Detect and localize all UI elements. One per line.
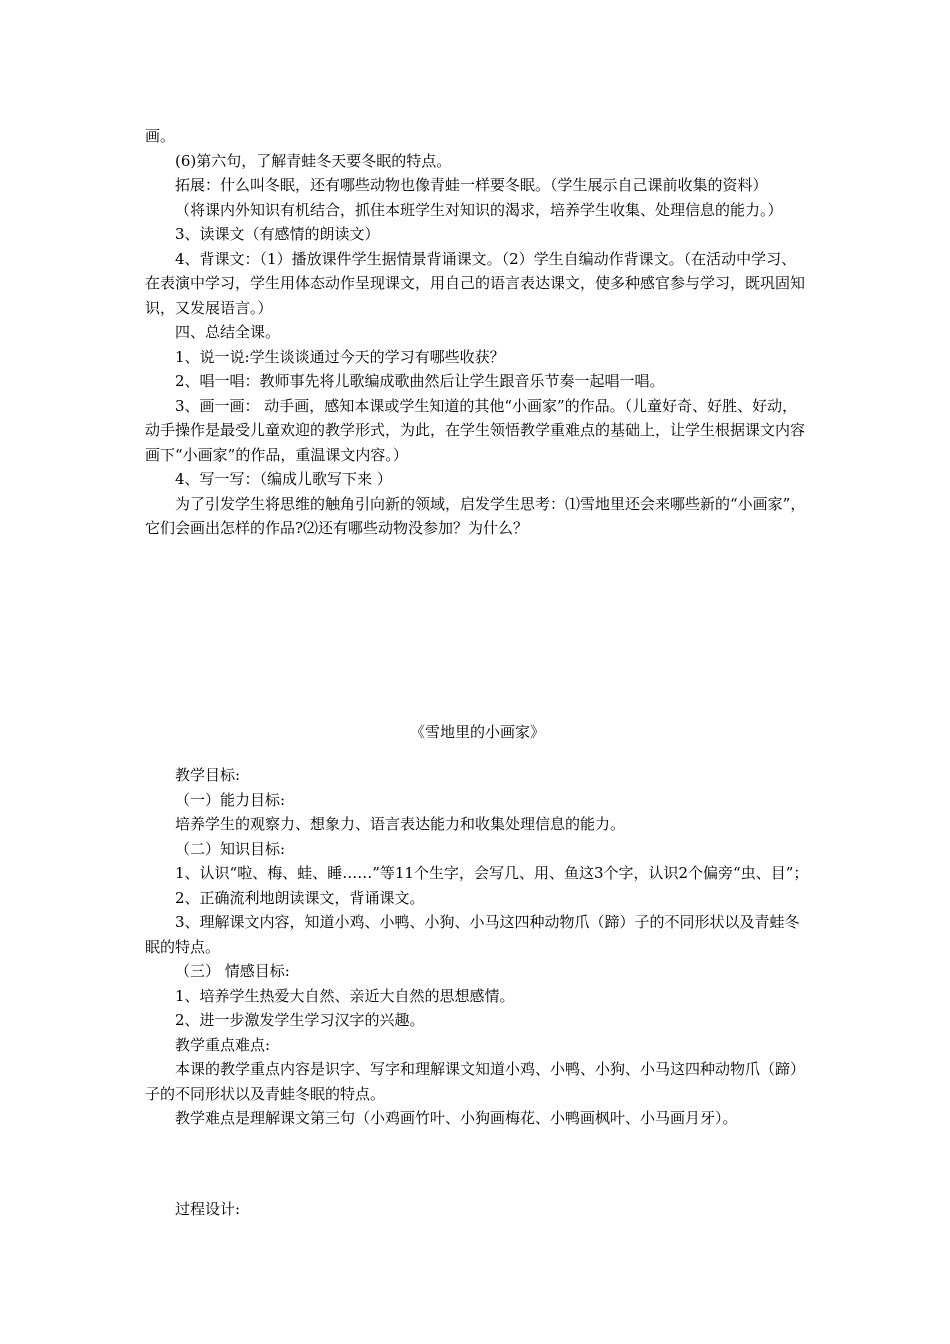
- lesson-title: 《雪地里的小画家》: [409, 723, 545, 741]
- paragraph: 1、培养学生热爱大自然、亲近大自然的思想感情。: [175, 986, 515, 1005]
- paragraph: 为了引发学生将思维的触角引向新的领域，启发学生思考：⑴雪地里还会来哪些新的“小画家”，它们会画出怎样的作品?⑵还有哪些动物没参加？为什么？: [145, 494, 806, 537]
- paragraph: 1、说一说:学生谈谈通过今天的学习有哪些收获？: [175, 347, 505, 366]
- paragraph: （将课内外知识有机结合，抓住本班学生对知识的渴求，培养学生收集、处理信息的能力。）: [175, 200, 783, 219]
- paragraph: (6)第六句，了解青蛙冬天要冬眠的特点。: [175, 151, 452, 170]
- process-design-heading: 过程设计:: [175, 1200, 241, 1218]
- paragraph: 画。: [145, 127, 176, 145]
- paragraph: 3、画一画： 动手画，感知本课或学生知道的其他“小画家”的作品。（儿童好奇、好胜、好动，动手操作是最受儿童欢迎的教学形式，为此，在学生领悟教学重难点的基础上，让学生根据课文内容画下“小画家”的作品，重温课文内容。）: [145, 396, 806, 464]
- paragraph: 拓展：什么叫冬眠，还有哪些动物也像青蛙一样要冬眠。（学生展示自己课前收集的资料）: [175, 176, 768, 194]
- paragraph: 1、认识“啦、梅、蛙、睡……”等11个生字，会写几、用、鱼这3个字，认识2个偏旁“虫、目”；: [175, 864, 809, 882]
- paragraph: 培养学生的观察力、想象力、语言表达能力和收集处理信息的能力。: [175, 815, 626, 833]
- paragraph: （二）知识目标:: [175, 839, 286, 858]
- paragraph: 教学重点难点:: [175, 1035, 271, 1054]
- lesson-process-section: [145, 124, 810, 541]
- paragraph: 教学难点是理解课文第三句（小鸡画竹叶、小狗画梅花、小鸭画枫叶、小马画月牙）。: [175, 1109, 738, 1127]
- paragraph: 本课的教学重点内容是识字、写字和理解课文知道小鸡、小鸭、小狗、小马这四种动物爪（蹄）子的不同形状以及青蛙冬眠的特点。: [145, 1060, 806, 1103]
- paragraph: 4、背课文：（1）播放课件学生据情景背诵课文。（2）学生自编动作背课文。（在活动中学习、在表演中学习，学生用体态动作呈现课文，用自己的语言表达课文，使多种感官参与学习，既巩固知识，又发展语言。）: [145, 249, 806, 317]
- paragraph: （三） 情感目标:: [175, 962, 290, 980]
- paragraph: 四、总结全课。: [175, 323, 281, 341]
- paragraph: 3、读课文（有感情的朗读文）: [175, 225, 380, 243]
- paragraph: 教学目标:: [175, 766, 241, 784]
- paragraph: （一）能力目标:: [175, 790, 286, 809]
- paragraph: 2、进一步激发学生学习汉字的兴趣。: [175, 1011, 425, 1029]
- paragraph: 2、唱一唱：教师事先将儿歌编成歌曲然后让学生跟音乐节奏一起唱一唱。: [175, 372, 665, 390]
- paragraph: 2、正确流利地朗读课文，背诵课文。: [175, 888, 425, 907]
- paragraph: 4、写一写：（编成儿歌写下来 ）: [175, 470, 392, 488]
- paragraph: 3、理解课文内容，知道小鸡、小鸭、小狗、小马这四种动物爪（蹄）子的不同形状以及青蛙冬眠的特点。: [145, 913, 800, 956]
- teaching-goals-section: [145, 763, 810, 1131]
